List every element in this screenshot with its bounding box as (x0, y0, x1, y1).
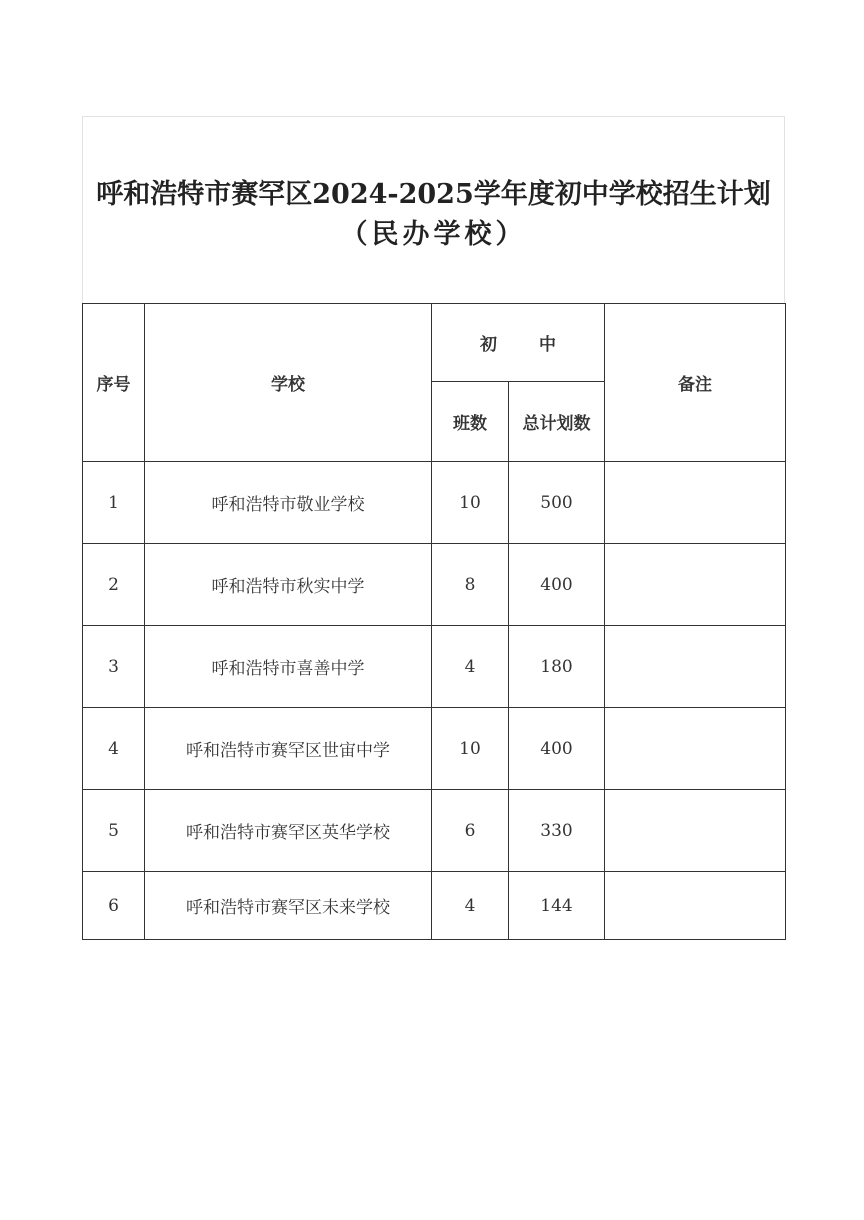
cell-seq: 3 (83, 626, 145, 708)
table-row (83, 544, 786, 626)
cell-school: 呼和浩特市赛罕区英华学校 (145, 790, 432, 872)
cell-seq: 5 (83, 790, 145, 872)
table-row (83, 708, 786, 790)
cell-school: 呼和浩特市秋实中学 (145, 544, 432, 626)
table-row (83, 872, 786, 940)
table-row (83, 462, 786, 544)
cell-classes: 4 (432, 872, 509, 940)
header-school: 学校 (145, 304, 432, 462)
header-note: 备注 (605, 304, 786, 462)
cell-total: 180 (509, 626, 605, 708)
table-row (83, 626, 786, 708)
cell-note (605, 872, 786, 940)
enrollment-plan-table (82, 303, 786, 940)
header-classes: 班数 (432, 382, 509, 462)
header-total: 总计划数 (509, 382, 605, 462)
cell-seq: 6 (83, 872, 145, 940)
cell-total: 500 (509, 462, 605, 544)
cell-school: 呼和浩特市喜善中学 (145, 626, 432, 708)
header-junior-high (432, 304, 605, 382)
cell-note (605, 462, 786, 544)
cell-total: 400 (509, 708, 605, 790)
cell-classes: 10 (432, 462, 509, 544)
cell-note (605, 790, 786, 872)
document-title: 呼和浩特市赛罕区2024-2025学年度初中学校招生计划 (96, 179, 771, 210)
header-junior-high-label: 初 中 (480, 335, 574, 355)
cell-total: 400 (509, 544, 605, 626)
cell-seq: 4 (83, 708, 145, 790)
cell-classes: 4 (432, 626, 509, 708)
cell-note (605, 544, 786, 626)
cell-classes: 6 (432, 790, 509, 872)
cell-classes: 10 (432, 708, 509, 790)
cell-classes: 8 (432, 544, 509, 626)
cell-seq: 1 (83, 462, 145, 544)
cell-total: 144 (509, 872, 605, 940)
cell-school: 呼和浩特市赛罕区世宙中学 (145, 708, 432, 790)
cell-note (605, 626, 786, 708)
cell-total: 330 (509, 790, 605, 872)
table-header-row (83, 304, 786, 382)
cell-school: 呼和浩特市赛罕区未来学校 (145, 872, 432, 940)
cell-seq: 2 (83, 544, 145, 626)
title-block (82, 116, 785, 303)
cell-note (605, 708, 786, 790)
header-seq: 序号 (83, 304, 145, 462)
table-row (83, 790, 786, 872)
cell-school: 呼和浩特市敬业学校 (145, 462, 432, 544)
document-subtitle: （民办学校） (340, 219, 527, 250)
document-page (82, 116, 785, 940)
